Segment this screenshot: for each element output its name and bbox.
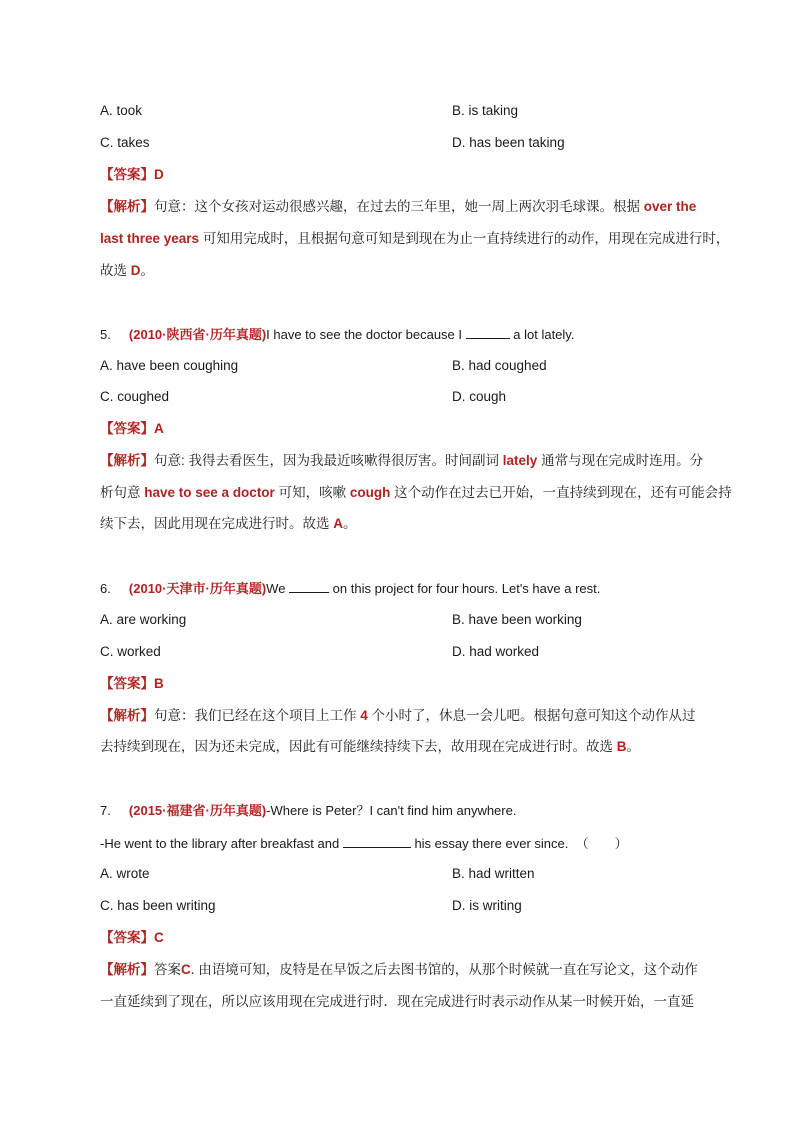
explanation-text: 可知，咳嗽: [278, 485, 347, 500]
q6-explanation-line-1: [100, 706, 696, 726]
answer-value: B: [154, 676, 164, 691]
answer-tag: 【答案】: [100, 421, 154, 436]
q7-option-b: B. had written: [452, 866, 535, 881]
q5-answer: [100, 419, 164, 439]
q5-explanation-line-3: [100, 514, 357, 534]
q6-explanation-line-2: [100, 737, 640, 757]
explanation-text: 析句意: [100, 485, 141, 500]
answer-blank: [466, 324, 510, 339]
question-text: I have to see the doctor because I: [266, 327, 463, 342]
q4-option-d: D. has been taking: [452, 135, 565, 150]
question-number: 7.: [100, 803, 111, 818]
q7-option-c: C. has been writing: [100, 898, 216, 913]
q7-options-row-1: [100, 864, 535, 884]
explanation-text: 答案: [154, 962, 181, 977]
highlight-text: over the: [643, 199, 697, 214]
q7-answer: [100, 928, 164, 948]
q4-option-a: A. took: [100, 103, 143, 118]
highlight-text: B: [616, 739, 627, 754]
question-text: a lot lately.: [513, 327, 575, 342]
explanation-text: 可知用完成时，且根据句意可知是到现在为止一直持续进行的动作，用现在完成进行时，: [202, 231, 730, 246]
q4-option-b: B. is taking: [452, 103, 519, 118]
q6-answer: [100, 674, 164, 694]
q4-explanation-line-2: [100, 229, 729, 249]
q4-option-c: C. takes: [100, 135, 150, 150]
q7-explanation-line-2: [100, 992, 694, 1012]
question-source: (2010·天津市·历年真题): [128, 581, 267, 596]
question-number: 5.: [100, 327, 111, 342]
q6-option-a: A. are working: [100, 612, 187, 627]
explanation-text: 个小时了，休息一会儿吧。根据句意可知这个动作从过: [371, 708, 696, 723]
explanation-text: 续下去，因此用现在完成进行时。故选: [100, 516, 330, 531]
q6-stem: [100, 578, 600, 599]
explanation-text: 通常与现在完成时连用。分: [541, 453, 704, 468]
q5-option-d: D. cough: [452, 389, 507, 404]
explanation-tag: 【解析】: [100, 708, 154, 723]
question-source: (2015·福建省·历年真题): [128, 803, 267, 818]
question-text: on this project for four hours. Let's have a rest.: [332, 581, 601, 596]
q4-explanation-line-3: [100, 261, 154, 281]
highlight-text: D: [130, 263, 141, 278]
explanation-text: 去持续到现在，因为还未完成，因此有可能继续持续下去，故用现在完成进行时。故选: [100, 739, 613, 754]
q6-option-b: B. have been working: [452, 612, 582, 627]
highlight-text: 4: [360, 708, 368, 723]
question-text: We: [266, 581, 286, 596]
q7-option-a: A. wrote: [100, 866, 150, 881]
highlight-text: cough: [349, 485, 391, 500]
explanation-text: . 由语境可知，皮特是在早饭之后去图书馆的，从那个时候就一直在写论文，这个动作: [190, 962, 698, 977]
answer-value: C: [154, 930, 164, 945]
question-source: (2010·陕西省·历年真题): [128, 327, 267, 342]
q5-option-c: C. coughed: [100, 389, 170, 404]
answer-tag: 【答案】: [100, 676, 154, 691]
highlight-text: A: [333, 516, 344, 531]
q4-options-row-1: [100, 101, 519, 121]
question-text: -Where is Peter？I can't find him anywhere.: [266, 803, 517, 818]
highlight-text: C: [181, 962, 191, 977]
highlight-text: have to see a doctor: [144, 485, 275, 500]
explanation-text: 。: [140, 263, 155, 278]
q5-explanation-line-1: [100, 451, 703, 471]
q4-explanation-line-1: [100, 197, 696, 217]
q5-options-row-2: [100, 387, 507, 407]
answer-tag: 【答案】: [100, 930, 154, 945]
q6-options-row-2: [100, 642, 540, 662]
question-text: his essay there ever since.: [414, 836, 569, 851]
q4-options-row-2: [100, 133, 565, 153]
explanation-text: 。: [626, 739, 641, 754]
q6-option-c: C. worked: [100, 644, 161, 659]
q5-options-row-1: [100, 356, 547, 376]
q5-option-b: B. had coughed: [452, 358, 547, 373]
explanation-text: 句意: 我得去看医生，因为我最近咳嗽得很厉害。时间副词: [154, 453, 500, 468]
highlight-text: last three years: [100, 231, 200, 246]
explanation-text: 。: [343, 516, 357, 531]
question-text: -He went to the library after breakfast and: [100, 836, 340, 851]
q7-stem-line-1: [100, 801, 516, 821]
question-number: 6.: [100, 581, 111, 596]
explanation-text: 故选: [100, 263, 127, 278]
q4-answer: [100, 165, 164, 185]
answer-blank: [289, 578, 329, 593]
answer-blank: [343, 833, 411, 848]
explanation-text: 句意：这个女孩对运动很感兴趣，在过去的三年里，她一周上两次羽毛球课。根据: [154, 199, 640, 214]
explanation-text: 句意：我们已经在这个项目上工作: [154, 708, 357, 723]
explanation-text: 一直延续到了现在，所以应该用现在完成进行时．现在完成进行时表示动作从某一时候开始，一直延: [100, 994, 694, 1009]
q5-option-a: A. have been coughing: [100, 358, 239, 373]
q5-explanation-line-2: [100, 483, 732, 503]
explanation-tag: 【解析】: [100, 199, 154, 214]
highlight-text: lately: [502, 453, 538, 468]
explanation-text: 这个动作在过去已开始，一直持续到现在，还有可能会持: [394, 485, 732, 500]
q5-stem: [100, 324, 574, 345]
q7-stem-line-2: [100, 833, 628, 854]
q7-options-row-2: [100, 896, 522, 916]
answer-value: A: [154, 421, 164, 436]
answer-parenthesis: （ ）: [575, 836, 628, 851]
explanation-tag: 【解析】: [100, 962, 154, 977]
q6-options-row-1: [100, 610, 582, 630]
answer-value: D: [154, 167, 164, 182]
explanation-tag: 【解析】: [100, 453, 154, 468]
q7-option-d: D. is writing: [452, 898, 522, 913]
answer-tag: 【答案】: [100, 167, 154, 182]
q6-option-d: D. had worked: [452, 644, 540, 659]
q7-explanation-line-1: [100, 960, 698, 980]
